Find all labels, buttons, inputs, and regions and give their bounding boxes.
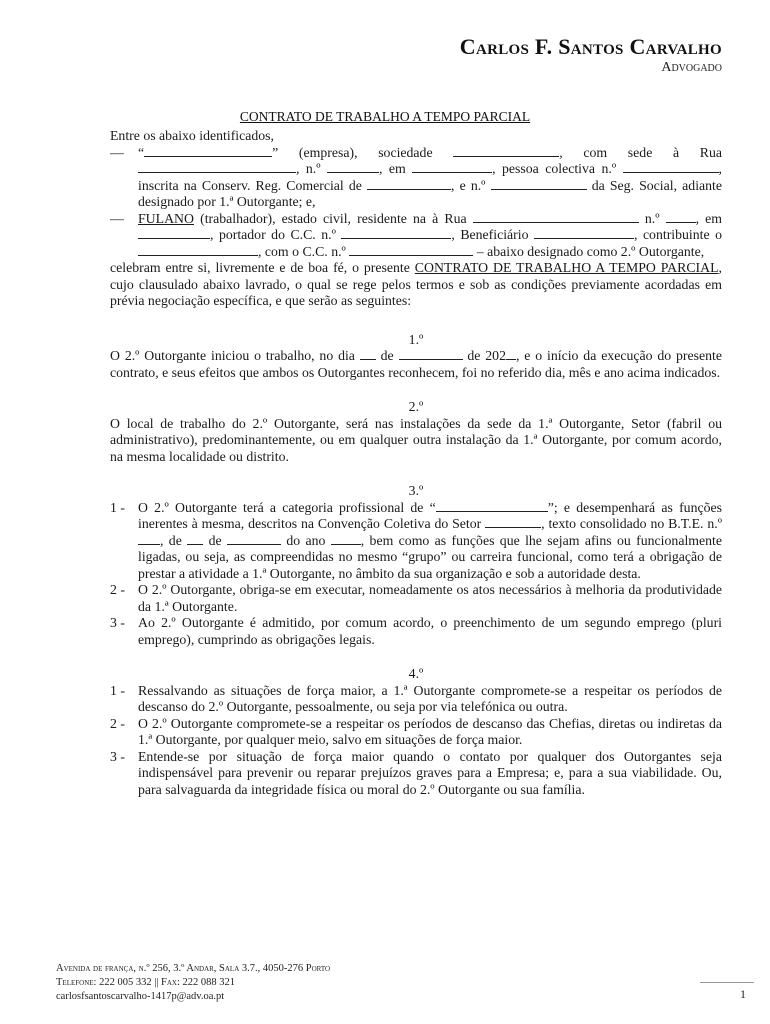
clause-3-number: 3.º — [408, 483, 424, 498]
party-2-text: – abaixo designado como 2.º Outorgante, — [476, 243, 705, 259]
footer-address: Avenida de frança, n.º 256, 3.º Andar, Sala 3.7., 4050-276 Porto — [56, 963, 331, 974]
sector-blank[interactable] — [485, 516, 541, 528]
clause-3-item-3: 3 - Ao 2.º Outorgante é admitido, por comum acordo, o preenchimento de um segundo emprego (pluri emprego), cumprindo as obrigações legais. — [110, 615, 722, 647]
clause-4-number: 4.º — [408, 666, 424, 681]
month-blank[interactable] — [399, 348, 463, 360]
bte-year-blank[interactable] — [331, 533, 361, 545]
taxpayer-blank[interactable] — [138, 244, 258, 256]
company-type-blank[interactable] — [453, 145, 559, 157]
party-1-text: , pessoa colectiva n.º — [492, 161, 617, 176]
bte-month-blank[interactable] — [227, 533, 281, 545]
social-security-blank[interactable] — [491, 178, 587, 190]
party-2-text: , portador do C.C. n.º — [210, 227, 336, 242]
city-blank[interactable] — [412, 161, 492, 173]
party-1-text: , com sede à Rua — [559, 144, 722, 160]
party-2-text: , com o C.C. n.º — [258, 243, 346, 259]
party-1-text: da Seg. Social, adiante designado por 1.ª Outorgante; e, — [138, 177, 722, 209]
party-1-text: , inscrita na Conserv. Reg. Comercial de — [138, 161, 722, 193]
party-1-dash: — — [110, 144, 124, 160]
contract-name-underlined: CONTRATO DE TRABALHO A TEMPO PARCIAL — [414, 260, 719, 275]
bte-day-blank[interactable] — [187, 533, 203, 545]
clause-2-text: O local de trabalho do 2.º Outorgante, será nas instalações da sede da 1.ª Outorgante, Setor (fabril ou administrativo), predominantemente, ou em qualquer outra instalação da 1.ª Outorgante, por comum acordo, na mesma localidade ou distrito. — [110, 415, 722, 464]
worker-cc2-blank[interactable] — [349, 244, 473, 256]
street-blank[interactable] — [138, 161, 296, 173]
clause-3-item-2: 2 - O 2.º Outorgante, obriga-se em executar, nomeadamente os atos necessários à melhoria da produtividade da 1.ª Outorgante. — [110, 582, 722, 614]
page-number: 1 — [740, 987, 746, 1001]
party-1-text: , n.º — [296, 161, 321, 176]
day-blank[interactable] — [360, 348, 376, 360]
clause-3-item-1: 1 - O 2.º Outorgante terá a categoria profissional de “ ”; e desempenhará as funções inerentes à mesma, descritos na Convenção Coletiva do Setor , texto consolidado no B.T.E. n.º , de de do ano , bem como as funções que lhe sejam afins ou funcionalmente ligadas, ou seja, as compreendidas no mesmo “grupo” ou carreira funcional, como terá a obrigação de prestar a atividade a 1.ª Outorgante, no âmbito da sua organização e sob a autoridade desta. — [110, 499, 723, 581]
nipc-blank[interactable] — [623, 161, 719, 173]
intro-text: Entre os abaixo identificados, — [110, 128, 274, 143]
party-2-text: , Beneficiário — [451, 227, 529, 242]
footer-email[interactable]: carlosfsantoscarvalho-1417p@adv.oa.pt — [56, 991, 225, 1002]
worker-name: FULANO — [138, 210, 194, 226]
quote-open: “ — [138, 144, 145, 160]
celebrate-paragraph: celebram entre si, livremente e de boa fé, o presente CONTRATO DE TRABALHO A TEMPO PARCIAL, cujo clausulado abaixo lavrado, o qual se rege pelos termos e sob as condições previamente acordadas em prévia negociação específica, e que serão as seguintes: — [110, 260, 722, 308]
lawyer-role: Advogado — [661, 60, 722, 75]
party-1 — [110, 145, 722, 211]
worker-city-blank[interactable] — [138, 227, 210, 239]
party-1-text: , em — [378, 161, 406, 176]
lawyer-name: Carlos F. Santos Carvalho — [459, 34, 722, 59]
bte-number-blank[interactable] — [138, 533, 160, 545]
clause-1-text: O 2.º Outorgante iniciou o trabalho, no dia de de 202 , e o início da execução do presente contrato, e seus efeitos que ambos os Outorgantes reconhecem, foi no referido dia, mês e ano acima indicados. — [110, 348, 722, 380]
clause-4-item-3: 3 - Entende-se por situação de força maior quando o contato por qualquer dos Outorgantes seja indispensável para prevenir ou reparar prejuízos graves para a Empresa; e, para a sua viabilidade. Ou, para salvaguarda da integridade física ou moral do 2.º Outorgante ou sua família. — [110, 748, 722, 797]
party-2-text: (trabalhador), estado civil, residente na à Rua — [200, 210, 467, 226]
number-blank[interactable] — [327, 161, 379, 173]
clause-1-number: 1.º — [408, 331, 424, 347]
party-2-text: , contribuinte o — [634, 227, 722, 242]
contract-body — [110, 128, 722, 798]
company-name-blank[interactable] — [144, 145, 272, 157]
clause-4-item-2: 2 - O 2.º Outorgante compromete-se a respeitar os períodos de descanso das Chefias, diretas ou indiretas da 1.ª Outorgante, por qualquer meio, salvo em situações de força maior. — [110, 715, 722, 747]
clause-4-item-1: 1 - Ressalvando as situações de força maior, a 1.ª Outorgante compromete-se a respeitar os períodos de descanso do 2.º Outorgante, pessoalmente, ou seja por via telefónica ou outra. — [110, 682, 722, 714]
beneficiary-blank[interactable] — [534, 227, 634, 239]
footer — [56, 962, 330, 1004]
registry-blank[interactable] — [367, 178, 451, 190]
contract-title: CONTRATO DE TRABALHO A TEMPO PARCIAL — [239, 109, 531, 124]
party-2 — [110, 211, 722, 261]
party-1-text: , e n.º — [451, 177, 486, 193]
clause-2-number: 2.º — [408, 399, 424, 414]
year-blank[interactable] — [506, 348, 516, 360]
quote-close: ” — [272, 144, 279, 160]
party-1-text: (empresa), sociedade — [298, 144, 433, 160]
party-2-text: n.º — [644, 210, 660, 226]
footer-phone: Telefone: 222 005 332 || Fax: 222 088 321 — [56, 977, 236, 988]
category-blank[interactable] — [436, 500, 548, 512]
footer-divider — [700, 982, 754, 983]
party-2-text: , em — [695, 210, 723, 226]
worker-number-blank[interactable] — [666, 211, 696, 223]
worker-cc-blank[interactable] — [341, 227, 451, 239]
party-2-dash: — — [110, 210, 124, 226]
worker-street-blank[interactable] — [473, 211, 639, 223]
